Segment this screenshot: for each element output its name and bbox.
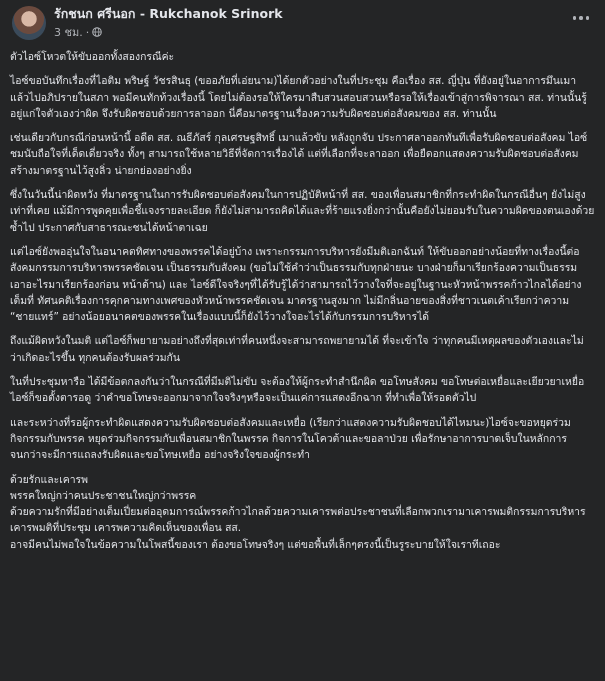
more-options-icon[interactable] xyxy=(569,8,593,28)
avatar[interactable] xyxy=(12,6,46,40)
post-paragraph: ตัวไอซ์โหวตให้ขับออกทั้งสองกรณีค่ะ xyxy=(10,51,175,63)
post-header xyxy=(0,0,605,46)
post-paragraph: เช่นเดียวกับกรณีก่อนหน้านี้ อดีต สส. ณธีภัสร์ กุลเศรษฐสิทธิ์ เมาแล้วขับ หลังถูกจับ ประกาศลาออกทันทีเพื่อรับผิดชอบต่อสังคม ไอซ์ชมนับถือใจที่เด็ดเดี่ยวจริง ทั้งๆ สามารถใช้หลายวิธีที่จัดการเรื่องได้ แต่ที่เลือกที่จะลาออก เพื่อยืดอกแสดงความรับผิดชอบต่อสังคม สร้างมาตรฐานไว้สูงลิ่ว น่ายกย่องอย่างยิ่ง xyxy=(10,132,588,177)
post-timestamp[interactable]: 3 ชม. xyxy=(54,26,83,39)
post-paragraph: แต่ไอซ์ยังพออุ่นใจในอนาคตทิศทางของพรรคได้อยู่บ้าง เพราะกรรมการบริหารยังมีมติเอกฉันท์ ให้ขับออกอย่างน้อยที่ทางเรื่องนี้ต่อสังคมกรรมการบริหารพรรคชัดเจน เป็นธรรมกับสังคม (ขอไม่ใช้คำว่าเป็นธรรมกับทุกฝ่ายนะ บางฝ่ายก็มาเรียกร้องความเป็นธรรม เอาอะไรมาเรียกร้องก่อน หน้าด้าน) และ ไอซ์ดีใจจริงๆที่ได้รับรู้ได้ว่าสามารถไว้วางใจที่จะอยู่ในฐานะหัวหน้าพรรคก้าวไกลได้อย่างเต็มที่ ทัศนคติเรื่องการคุกคามทางเพศของหัวหน้าพรรคชัดเจน มาตรฐานสูงมาก ไม่มีกลิ่นอายของสิ่งที่ชาวเนตเค้าเรียกว่าความ “ชายแทร์” อย่างน้อยอนาคตของพรรคในเรื่องแบบนี้ก็ยังไว้วางใจอะไรได้กับกรรมการบริหารได้ xyxy=(10,245,582,324)
post-paragraph: และระหว่างที่รอผู้กระทำผิดแสดงความรับผิดชอบต่อสังคมและเหยื่อ (เรียกว่าแสดงความรับผิดชอบได้ไหมนะ)ไอซ์จะขอหยุดร่วมกิจกรรมกับพรรค หยุดร่วมกิจกรรมกับเพื่อนสมาชิกในพรรค กิจการในโควต้าและขอลาป่วย เพื่อรักษาอาการบาดเจ็บในหลักการ จนกว่าจะมีการแถลงรับผิดและขอโทษเหยื่อ อย่างจริงใจของผู้กระทำ xyxy=(10,416,571,462)
post-paragraph: ซึ่งในวันนี้น่าผิดหวัง ที่มาตรฐานในการรับผิดชอบต่อสังคมในการปฏิบัติหน้าที่ สส. ของเพื่อนสมาชิกที่กระทำผิดในกรณีอื่นๆ ยังไม่สูงเท่าที่เคย แม้มีการพูดคุยเพื่อชี้แจงรายละเอียด ก็ยังไม่สามารถคิดได้และที่ร้ายแรงยิ่งกว่านั้นคือยังไม่ยอมรับในความผิดของตนเองด้วยซ้ำไป ประกาศกับสาธารณะชนได้หน้าตาเฉย xyxy=(10,189,595,234)
post-closing-paragraph: ด้วยรักและเคารพ พรรคใหญ่กว่าคนประชาชนใหญ่กว่าพรรค ด้วยความรักที่มีอย่างเต็มเปี่ยมต่ออุดมการณ์พรรคก้าวไกลด้วยความเคารพต่อประชาชนที่เลือกพวกเรามาเคารพมติกรรมการบริหาร เคารพมติที่ประชุม เคารพความคิดเห็นของเพื่อน สส. อาจมีคนไม่พอใจในข้อความในโพสนี้ของเรา ต้องขอโทษจริงๆ แต่ขอพื้นที่เล็กๆตรงนี้เป็นรูระบายให้ใจเราทีเถอะ xyxy=(10,473,586,551)
post-paragraph: ในที่ประชุมหารือ ได้มีข้อตกลงกันว่าในกรณีที่มีมติไม่ขับ จะต้องให้ผู้กระทำสำนึกผิด ขอโทษสังคม ขอโทษต่อเหยื่อและเยียวยาเหยื่อ ไอซ์ก็ขอตั้งตารอดู ว่าคำขอโทษจะออกมาจากใจจริงๆหรือจะเป็นแค่การแสดงอีกฉาก ที่ทำเพื่อให้รอดตัวไป xyxy=(10,376,585,405)
author-name[interactable]: รักชนก ศรีนอก - Rukchanok Srinork xyxy=(54,6,283,21)
meta-separator: · xyxy=(85,25,90,39)
post-meta xyxy=(54,23,102,41)
globe-icon[interactable] xyxy=(92,27,102,37)
post-paragraph: ไอซ์ขอบันทึกเรื่องที่ไอติม พริษฐ์ วัชรสินธุ (ขออภัยที่เอ่ยนาม)ได้ยกตัวอย่างในที่ประชุม คือเรื่อง สส. ญี่ปุ่น ที่ยังอยู่ในอาการมึนเมาแล้วไปอภิปรายในสภา พอมีคนทักท้วงเรื่องนี้ โดยไม่ต้องรอให้ใครมาสืบสวนสอบสวนหรือรอให้เรื่องเข้าสู่การพิจารณา สส. ท่านนั้นรู้อยู่แก่ใจตัวเองว่าผิด จึงรับผิดชอบด้วยการลาออก นี่คือมาตรฐานเรื่องความรับผิดชอบต่อสังคมของ สส. ท่านนั้น xyxy=(10,75,587,120)
post-paragraph: ถึงแม้ผิดหวังในมติ แต่ไอซ์ก็พยายามอย่างถึงที่สุดเท่าที่คนหนึ่งจะสามารถพยายามได้ ที่จะเข้าใจ ว่าทุกคนมีเหตุผลของตัวเองและไม่ว่าเกิดอะไรขึ้น ทุกคนต้องรับผลร่วมกัน xyxy=(10,335,584,364)
post-body xyxy=(10,49,595,559)
